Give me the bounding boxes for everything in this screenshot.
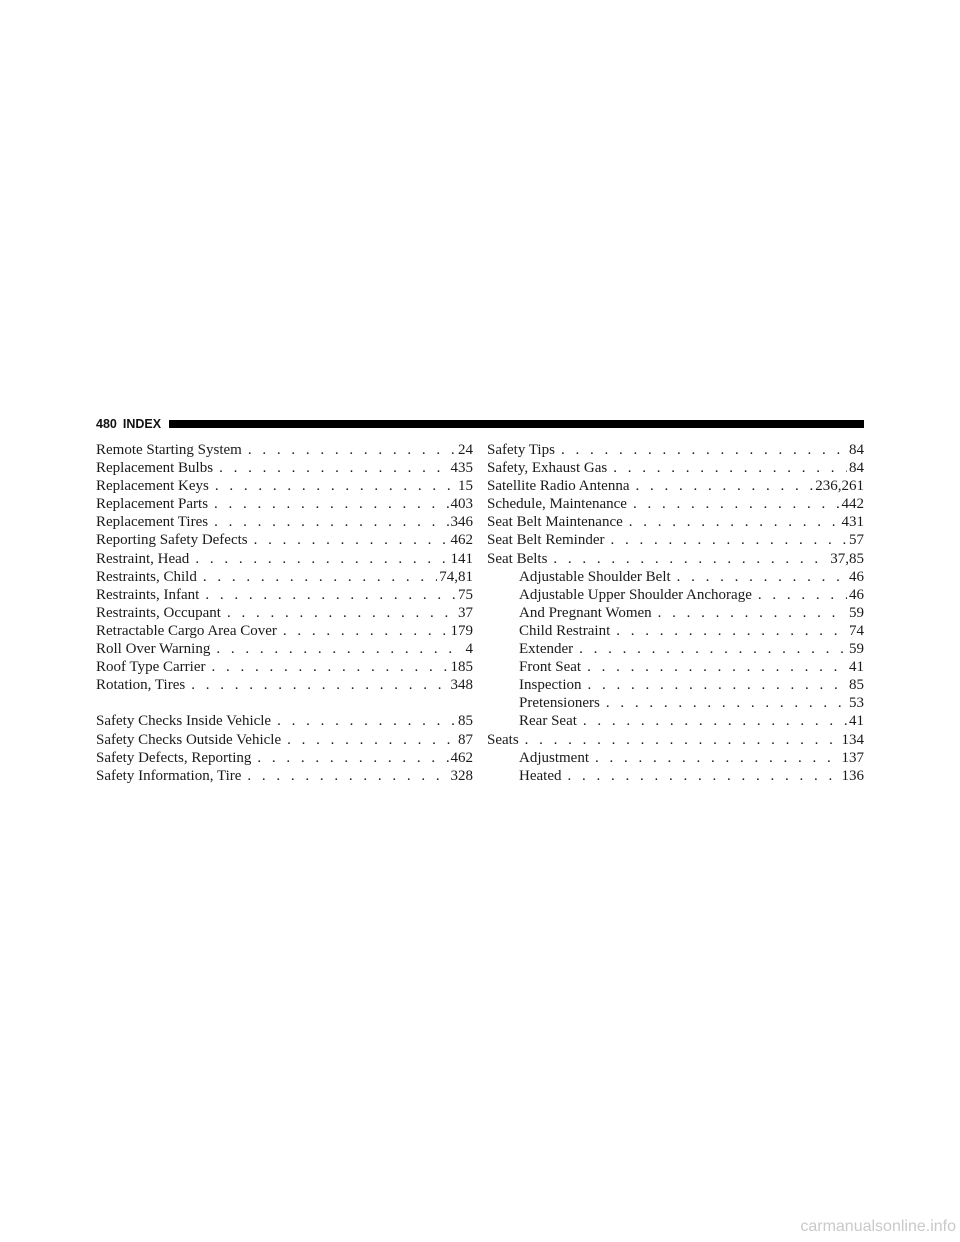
entry-term: Adjustment xyxy=(519,749,589,766)
index-subentry xyxy=(487,767,864,785)
entry-page: 74 xyxy=(849,622,864,639)
entry-term: Child Restraint xyxy=(519,622,611,639)
dot-leader xyxy=(629,513,840,531)
entry-term: Seat Belt Maintenance xyxy=(487,514,623,531)
dot-leader xyxy=(553,550,828,568)
entry-term: Front Seat xyxy=(519,659,582,676)
index-entry xyxy=(96,767,473,785)
index-entry xyxy=(96,658,473,676)
entry-term: Reporting Safety Defects xyxy=(96,532,248,549)
index-entry xyxy=(96,459,473,477)
index-subentry xyxy=(487,640,864,658)
entry-term: Safety Checks Outside Vehicle xyxy=(96,731,282,748)
entry-term: Seat Belt Reminder xyxy=(487,532,605,549)
letter-group-gap xyxy=(96,694,473,712)
index-entry xyxy=(96,604,473,622)
watermark: carmanualsonline.info xyxy=(800,1218,956,1235)
index-entry xyxy=(96,622,473,640)
entry-page: 57 xyxy=(849,532,864,549)
entry-page: 37 xyxy=(458,604,473,621)
entry-term: Inspection xyxy=(519,677,582,694)
entry-page: 134 xyxy=(841,731,864,748)
entry-page: 462 xyxy=(450,532,473,549)
page-number: 480 xyxy=(96,417,117,431)
index-entry xyxy=(96,550,473,568)
entry-term: Satellite Radio Antenna xyxy=(487,478,630,495)
index-entry xyxy=(96,640,473,658)
entry-page: 59 xyxy=(849,604,864,621)
entry-term: Roll Over Warning xyxy=(96,641,211,658)
entry-term: Restraints, Infant xyxy=(96,586,200,603)
entry-page: 403 xyxy=(450,496,473,513)
entry-page: 346 xyxy=(450,514,473,531)
index-subentry xyxy=(487,749,864,767)
header-rule xyxy=(169,420,864,428)
dot-leader xyxy=(227,604,456,622)
entry-page: 84 xyxy=(849,460,864,477)
entry-page: 348 xyxy=(450,677,473,694)
entry-page: 137 xyxy=(841,749,864,766)
index-entry xyxy=(96,568,473,586)
index-column-right xyxy=(487,441,864,785)
dot-leader xyxy=(758,586,847,604)
dot-leader xyxy=(579,640,847,658)
entry-page: 84 xyxy=(849,442,864,458)
dot-leader xyxy=(561,441,847,459)
entry-term: Heated xyxy=(519,767,562,784)
entry-page: 46 xyxy=(849,568,864,585)
dot-leader xyxy=(277,712,456,730)
dot-leader xyxy=(587,676,847,694)
entry-term: Safety Information, Tire xyxy=(96,767,242,784)
index-subentry xyxy=(487,694,864,712)
index-entry xyxy=(96,712,473,730)
dot-leader xyxy=(215,477,456,495)
index-entry xyxy=(96,586,473,604)
entry-term: Roof Type Carrier xyxy=(96,659,206,676)
dot-leader xyxy=(257,749,448,767)
entry-term: Replacement Bulbs xyxy=(96,460,214,477)
entry-page: 136 xyxy=(841,767,864,784)
entry-term: Restraints, Child xyxy=(96,568,197,585)
dot-leader xyxy=(216,640,463,658)
dot-leader xyxy=(205,586,456,604)
entry-term: Restraint, Head xyxy=(96,550,190,567)
dot-leader xyxy=(203,568,437,586)
dot-leader xyxy=(583,712,847,730)
entry-page: 74,81 xyxy=(439,568,473,585)
entry-page: 46 xyxy=(849,586,864,603)
dot-leader xyxy=(214,513,448,531)
entry-term: Rotation, Tires xyxy=(96,677,186,694)
index-entry xyxy=(487,495,864,513)
entry-page: 185 xyxy=(450,659,473,676)
entry-page: 431 xyxy=(841,514,864,531)
index-subentry xyxy=(487,586,864,604)
index-subentry xyxy=(487,658,864,676)
index-entry xyxy=(487,477,864,495)
index-entry xyxy=(96,749,473,767)
dot-leader xyxy=(677,568,847,586)
index-entry xyxy=(487,513,864,531)
entry-term: Safety Tips xyxy=(487,442,555,458)
entry-page: 75 xyxy=(458,586,473,603)
index-entry xyxy=(487,731,864,749)
dot-leader xyxy=(247,767,448,785)
dot-leader xyxy=(567,767,839,785)
section-title: INDEX xyxy=(122,417,162,431)
dot-leader xyxy=(635,477,813,495)
entry-page: 37,85 xyxy=(830,550,864,567)
dot-leader xyxy=(613,459,847,477)
index-subentry xyxy=(487,604,864,622)
entry-term: Replacement Keys xyxy=(96,478,209,495)
entry-term: Retractable Cargo Area Cover xyxy=(96,622,277,639)
entry-page: 53 xyxy=(849,695,864,712)
entry-page: 87 xyxy=(458,731,473,748)
entry-term: Restraints, Occupant xyxy=(96,604,221,621)
entry-term: Replacement Tires xyxy=(96,514,209,531)
page-header xyxy=(96,416,864,432)
index-entry xyxy=(96,495,473,513)
dot-leader xyxy=(191,676,448,694)
index-entry xyxy=(487,459,864,477)
entry-page: 85 xyxy=(458,713,473,730)
index-column-left xyxy=(96,441,473,785)
dot-leader xyxy=(283,622,449,640)
index-entry xyxy=(487,441,864,459)
dot-leader xyxy=(633,495,840,513)
dot-leader xyxy=(287,731,456,749)
index-entry xyxy=(96,731,473,749)
index-entry xyxy=(96,513,473,531)
entry-term: Remote Starting System xyxy=(96,442,242,458)
entry-term: Pretensioners xyxy=(519,695,600,712)
dot-leader xyxy=(658,604,847,622)
entry-term: Schedule, Maintenance xyxy=(487,496,627,513)
entry-page: 462 xyxy=(450,749,473,766)
entry-term: Rear Seat xyxy=(519,713,577,730)
entry-page: 141 xyxy=(450,550,473,567)
index-subentry xyxy=(487,676,864,694)
entry-page: 435 xyxy=(450,460,473,477)
entry-term: Extender xyxy=(519,641,574,658)
entry-page: 4 xyxy=(465,641,473,658)
dot-leader xyxy=(595,749,840,767)
entry-term: Safety Defects, Reporting xyxy=(96,749,252,766)
index-entry xyxy=(487,531,864,549)
entry-page: 85 xyxy=(849,677,864,694)
entry-page: 59 xyxy=(849,641,864,658)
entry-page: 41 xyxy=(849,713,864,730)
dot-leader xyxy=(616,622,847,640)
dot-leader xyxy=(525,731,840,749)
entry-term: Seat Belts xyxy=(487,550,548,567)
index-entry xyxy=(96,531,473,549)
entry-term: And Pregnant Women xyxy=(519,604,652,621)
dot-leader xyxy=(610,531,847,549)
entry-term: Safety Checks Inside Vehicle xyxy=(96,713,272,730)
index-subentry xyxy=(487,712,864,730)
entry-page: 328 xyxy=(450,767,473,784)
entry-term: Adjustable Shoulder Belt xyxy=(519,568,671,585)
dot-leader xyxy=(606,694,847,712)
index-entry xyxy=(96,441,473,459)
index-subentry xyxy=(487,622,864,640)
entry-page: 15 xyxy=(458,478,473,495)
dot-leader xyxy=(587,658,847,676)
dot-leader xyxy=(214,495,448,513)
entry-term: Replacement Parts xyxy=(96,496,209,513)
dot-leader xyxy=(219,459,448,477)
entry-page: 24 xyxy=(458,442,473,458)
dot-leader xyxy=(211,658,448,676)
dot-leader xyxy=(195,550,448,568)
entry-term: Safety, Exhaust Gas xyxy=(487,460,608,477)
entry-term: Seats xyxy=(487,731,519,748)
entry-page: 179 xyxy=(450,622,473,639)
entry-term: Adjustable Upper Shoulder Anchorage xyxy=(519,586,752,603)
entry-page: 236,261 xyxy=(815,478,864,495)
index-entry xyxy=(487,550,864,568)
dot-leader xyxy=(248,441,456,459)
entry-page: 41 xyxy=(849,659,864,676)
dot-leader xyxy=(254,531,449,549)
index-subentry xyxy=(487,568,864,586)
index-entry xyxy=(96,477,473,495)
index-entry xyxy=(96,676,473,694)
entry-page: 442 xyxy=(841,496,864,513)
